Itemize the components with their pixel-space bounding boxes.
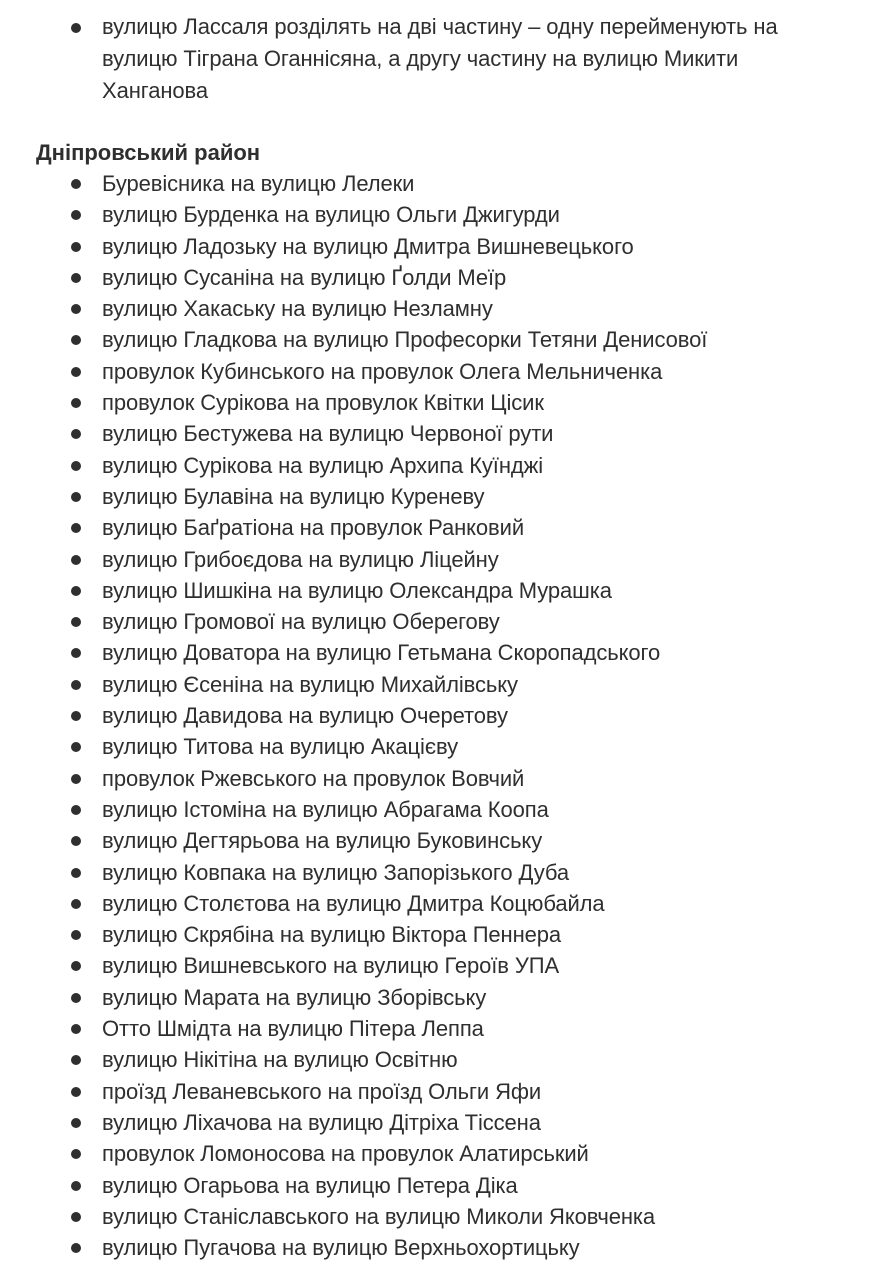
list-item [0,481,887,512]
list-item-text: провулок Ржевського на провулок Вовчий [102,765,525,791]
bullet-icon [71,242,81,252]
list-item-text: вулицю Булавіна на вулицю Куреневу [102,483,485,509]
list-item-text: вулицю Бурденка на вулицю Ольги Джигурди [102,202,560,228]
bullet-icon [71,1087,81,1097]
list-item [0,1107,887,1138]
list-item [0,982,887,1013]
bullet-icon [71,680,81,690]
district-renaming-list [0,168,887,1263]
list-item-text: вулицю Ліхачова на вулицю Дітріха Тіссена [102,1109,541,1135]
list-item [0,888,887,919]
list-item-text: вулицю Громової на вулицю Оберегову [102,609,500,635]
list-item [0,512,887,543]
bullet-icon [71,930,81,940]
list-item-text: вулицю Пугачова на вулицю Верхньохортицьку [102,1235,580,1261]
list-item-text: вулицю Істоміна на вулицю Абрагама Коопа [102,796,549,822]
list-item [0,950,887,981]
list-item-text: вулицю Нікітіна на вулицю Освітню [102,1047,458,1073]
list-item [0,387,887,418]
bullet-icon [71,617,81,627]
list-item-text: вулицю Баґратіона на провулок Ранковий [102,515,525,541]
list-item-text: провулок Сурікова на провулок Квітки Цісик [102,390,544,416]
list-item [0,700,887,731]
list-item-text: вулицю Хакаську на вулицю Незламну [102,296,493,322]
list-item-text: вулицю Ковпака на вулицю Запорізького Дуба [102,859,570,885]
bullet-icon [71,523,81,533]
bullet-icon [71,429,81,439]
list-item-text: Буревісника на вулицю Лелеки [102,171,415,196]
bullet-icon [71,179,81,189]
bullet-icon [71,1181,81,1191]
list-item-text: вулицю Шишкіна на вулицю Олександра Мурашка [102,577,612,603]
bullet-icon [71,742,81,752]
list-item-text: провулок Ломоносова на провулок Алатирський [102,1141,589,1167]
list-item [0,293,887,324]
list-item-text: вулицю Марата на вулицю Зборівську [102,984,487,1010]
list-item-text: провулок Кубинського на провулок Олега Мельниченка [102,358,663,384]
bullet-icon [71,648,81,658]
bullet-icon [71,1212,81,1222]
list-item-text: вулицю Ладозьку на вулицю Дмитра Вишневецького [102,233,634,259]
bullet-icon [71,711,81,721]
list-item-text: вулицю Грибоєдова на вулицю Ліцейну [102,546,499,572]
list-item [0,1232,887,1263]
bullet-icon [71,774,81,784]
list-item-text: Отто Шмідта на вулицю Пітера Леппа [102,1016,484,1042]
list-item-text: вулицю Сурікова на вулицю Архипа Куїнджі [102,452,544,478]
list-item-text: вулицю Титова на вулицю Акацієву [102,734,458,760]
list-item-text: вулицю Гладкова на вулицю Професорки Тетяни Денисової [102,327,708,353]
list-item [0,1076,887,1107]
list-item-text: вулицю Лассаля розділять на дві частину – одну перейменують на вулицю Тіграна Оганнісяна, а другу частину на вулицю Микити Ханганова [102,14,778,103]
list-item [0,1138,887,1169]
list-item [0,544,887,575]
bullet-icon [71,1149,81,1159]
list-item-text: вулицю Столєтова на вулицю Дмитра Коцюбайла [102,890,605,916]
bullet-icon [71,899,81,909]
list-item [0,262,887,293]
list-item-text: вулицю Бестужева на вулицю Червоної рути [102,421,554,447]
list-item-text: вулицю Огарьова на вулицю Петера Діка [102,1172,518,1198]
list-item-text: вулицю Скрябіна на вулицю Віктора Пеннера [102,922,562,948]
list-item [0,606,887,637]
list-item-text: проїзд Леваневського на проїзд Ольги Яфи [102,1078,542,1104]
list-item [0,11,887,107]
list-item [0,857,887,888]
list-item [0,324,887,355]
list-item-text: вулицю Станіславського на вулицю Миколи Яковченка [102,1203,656,1229]
list-item-text: вулицю Єсеніна на вулицю Михайлівську [102,671,518,697]
bullet-icon [71,961,81,971]
list-item [0,418,887,449]
bullet-icon [71,367,81,377]
list-item [0,1044,887,1075]
bullet-icon [71,805,81,815]
list-item [0,1013,887,1044]
bullet-icon [71,836,81,846]
bullet-icon [71,868,81,878]
list-item-text: вулицю Доватора на вулицю Гетьмана Скоропадського [102,640,661,666]
bullet-icon [71,23,81,33]
list-item [0,1201,887,1232]
list-item-text: вулицю Давидова на вулицю Очеретову [102,703,508,729]
bullet-icon [71,993,81,1003]
bullet-icon [71,1243,81,1253]
list-item [0,575,887,606]
list-item [0,763,887,794]
bullet-icon [71,335,81,345]
list-item [0,825,887,856]
bullet-icon [71,586,81,596]
bullet-icon [71,555,81,565]
list-item [0,731,887,762]
bullet-icon [71,273,81,283]
section-heading: Дніпровський район [36,140,261,165]
bullet-icon [71,1055,81,1065]
bullet-icon [71,1024,81,1034]
bullet-icon [71,492,81,502]
list-item [0,1170,887,1201]
list-item-text: вулицю Дегтярьова на вулицю Буковинську [102,828,543,854]
bullet-icon [71,210,81,220]
list-item [0,450,887,481]
list-item [0,794,887,825]
list-item [0,168,887,199]
bullet-icon [71,1118,81,1128]
list-item [0,231,887,262]
bullet-icon [71,304,81,314]
previous-section-list [0,0,887,107]
bullet-icon [71,461,81,471]
bullet-icon [71,398,81,408]
list-item-text: вулицю Вишневського на вулицю Героїв УПА [102,953,560,979]
list-item [0,637,887,668]
list-item [0,356,887,387]
list-item-text: вулицю Сусаніна на вулицю Ґолди Меїр [102,264,507,290]
list-item [0,669,887,700]
list-item [0,199,887,230]
list-item [0,919,887,950]
